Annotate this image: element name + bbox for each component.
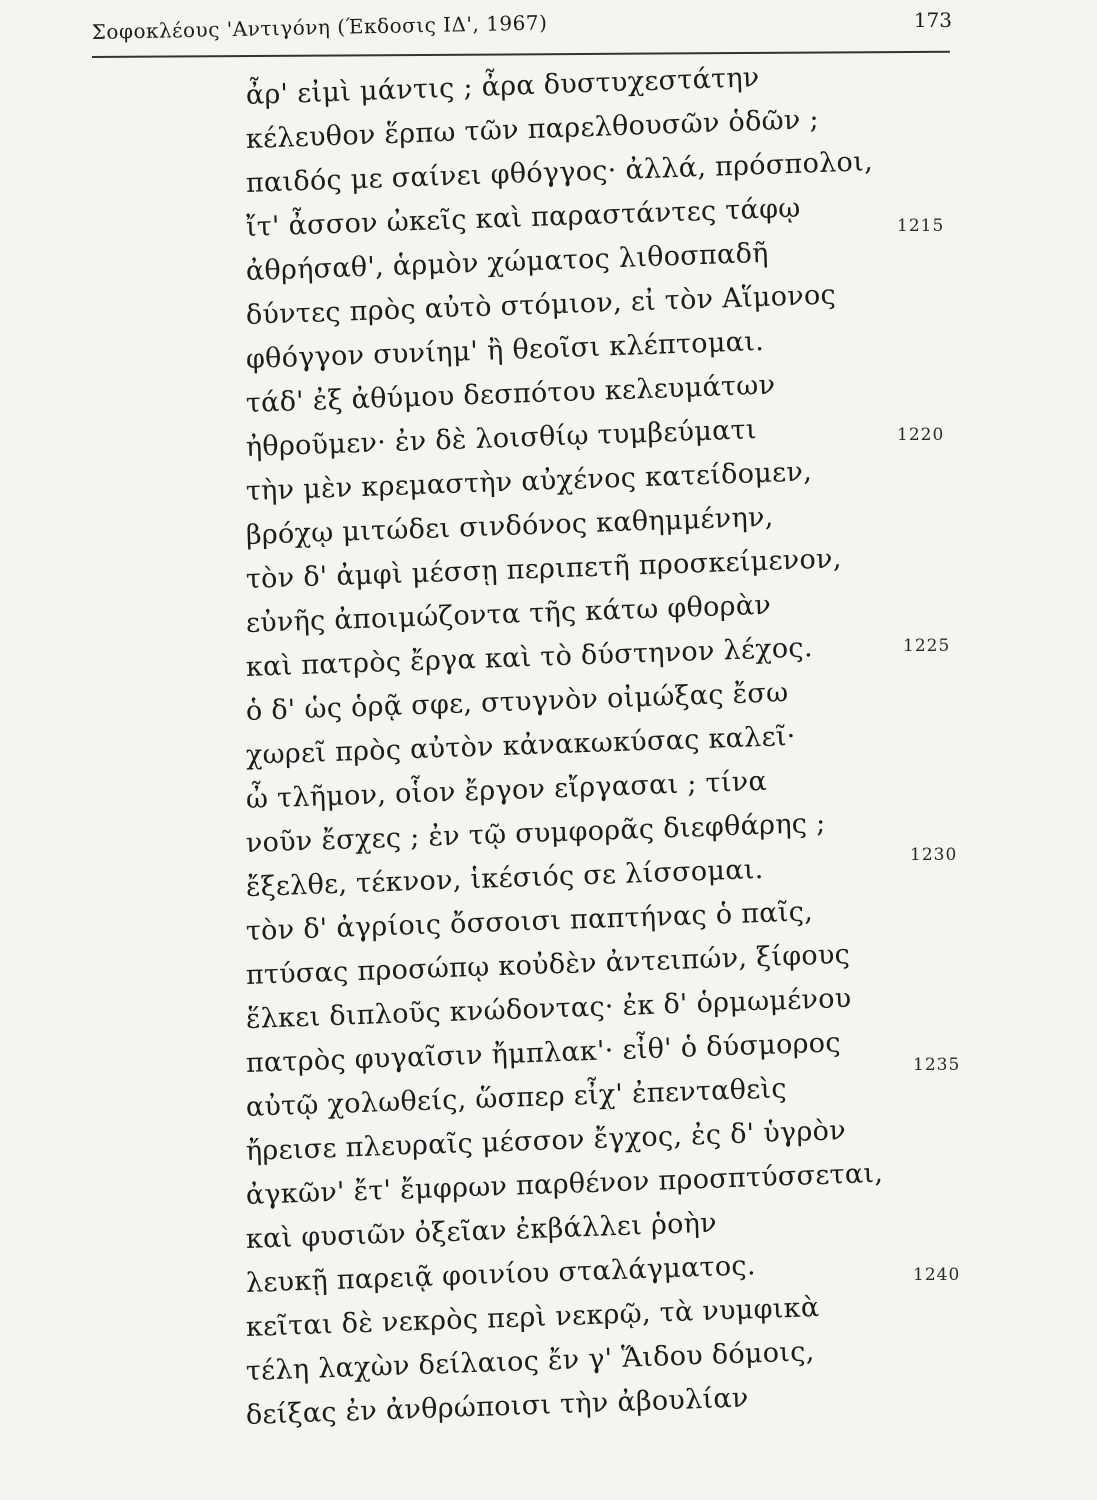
- header-rule: [92, 51, 950, 58]
- running-title: Σοφοκλέους 'Αντιγόνη (Έκδοσις ΙΔ', 1967): [91, 10, 548, 44]
- verse-line: νοῦν ἔσχες ; ἐν τῷ συμφορᾶς διεφθάρης ;: [245, 807, 826, 859]
- line-number: 1215: [897, 216, 945, 236]
- verse-line: τὸν δ' ἀμφὶ μέσσῃ περιπετῆ προσκείμενον,: [245, 543, 843, 595]
- verse-line: κεῖται δὲ νεκρὸς περὶ νεκρῷ, τὰ νυμφικὰ: [245, 1291, 820, 1343]
- verse-line: δύντες πρὸς αὐτὸ στόμιον, εἰ τὸν Αἵμονος: [245, 279, 837, 331]
- verse-line: φθόγγον συνίημ' ἢ θεοῖσι κλέπτομαι.: [245, 325, 765, 375]
- verse-line: πτύσας προσώπῳ κοὐδὲν ἀντειπών, ξίφους: [245, 938, 851, 991]
- verse-line: ὦ τλῆμον, οἷον ἔργον εἴργασαι ; τίνα: [245, 765, 768, 815]
- line-number: 1220: [897, 425, 945, 445]
- verse-line: τὸν δ' ἀγρίοις ὄσσοισι παπτήνας ὁ παῖς,: [245, 896, 814, 947]
- verse-line: χωρεῖ πρὸς αὐτὸν κἀνακωκύσας καλεῖ·: [245, 720, 797, 771]
- verse-line: ἔξελθε, τέκνον, ἱκέσιός σε λίσσομαι.: [245, 853, 765, 903]
- page-header: [92, 6, 952, 58]
- verse-line: καὶ φυσιῶν ὀξεῖαν ἐκβάλλει ῥοὴν: [245, 1207, 718, 1255]
- page-number: 173: [913, 8, 952, 32]
- verse-line: ἠθροῦμεν· ἐν δὲ λοισθίῳ τυμβεύματι: [245, 414, 758, 463]
- line-number: 1240: [913, 1265, 961, 1285]
- verse-line: ὁ δ' ὡς ὁρᾷ σφε, στυγνὸν οἰμώξας ἔσω: [245, 677, 789, 727]
- verse-line: ἆρ' εἰμὶ μάντις ; ἆρα δυστυχεστάτην: [245, 62, 761, 111]
- verse-line: πατρὸς φυγαῖσιν ἤμπλακ'· εἶθ' ὁ δύσμορος: [245, 1027, 842, 1079]
- verse-line: παιδός με σαίνει φθόγγος· ἀλλά, πρόσπολοι,: [245, 146, 874, 199]
- verse-line: καὶ πατρὸς ἔργα καὶ τὸ δύστηνον λέχος.: [245, 632, 814, 683]
- line-number: 1230: [910, 845, 958, 865]
- verse-line: κέλευθον ἕρπω τῶν παρελθουσῶν ὁδῶν ;: [245, 104, 820, 155]
- verse-line: τέλη λαχὼν δείλαιος ἔν γ' Ἅιδου δόμοις,: [245, 1336, 815, 1387]
- verse-line: ἴτ' ἆσσον ὠκεῖς καὶ παραστάντες τάφῳ: [245, 192, 802, 243]
- line-number: 1235: [913, 1055, 961, 1075]
- verse-line: ἤρεισε πλευραῖς μέσσον ἔγχος, ἐς δ' ὑγρὸν: [245, 1115, 847, 1167]
- verse-line: τὴν μὲν κρεμαστὴν αὐχένος κατείδομεν,: [245, 456, 813, 507]
- verse-line: εὐνῆς ἀποιμώζοντα τῆς κάτω φθορὰν: [245, 589, 772, 639]
- verse-line: λευκῇ παρειᾷ φοινίου σταλάγματος.: [245, 1250, 757, 1299]
- verse-line: αὐτῷ χολωθείς, ὥσπερ εἶχ' ἐπενταθεὶς: [245, 1073, 788, 1123]
- verse-line: βρόχῳ μιτώδει σινδόνος καθημμένην,: [245, 501, 775, 551]
- line-number: 1225: [903, 636, 951, 656]
- verse-line: ἀθρήσαθ', ἁρμὸν χώματος λιθοσπαδῆ: [245, 237, 770, 287]
- verse-line: τάδ' ἐξ ἀθύμου δεσπότου κελευμάτων: [245, 369, 776, 419]
- verse-line: δείξας ἐν ἀνθρώποισι τὴν ἀβουλίαν: [245, 1382, 750, 1431]
- verse-line: ἀγκῶν' ἔτ' ἔμφρων παρθένον προσπτύσσεται,: [245, 1157, 884, 1211]
- verse-line: ἕλκει διπλοῦς κνώδοντας· ἐκ δ' ὁρμωμένου: [245, 982, 853, 1035]
